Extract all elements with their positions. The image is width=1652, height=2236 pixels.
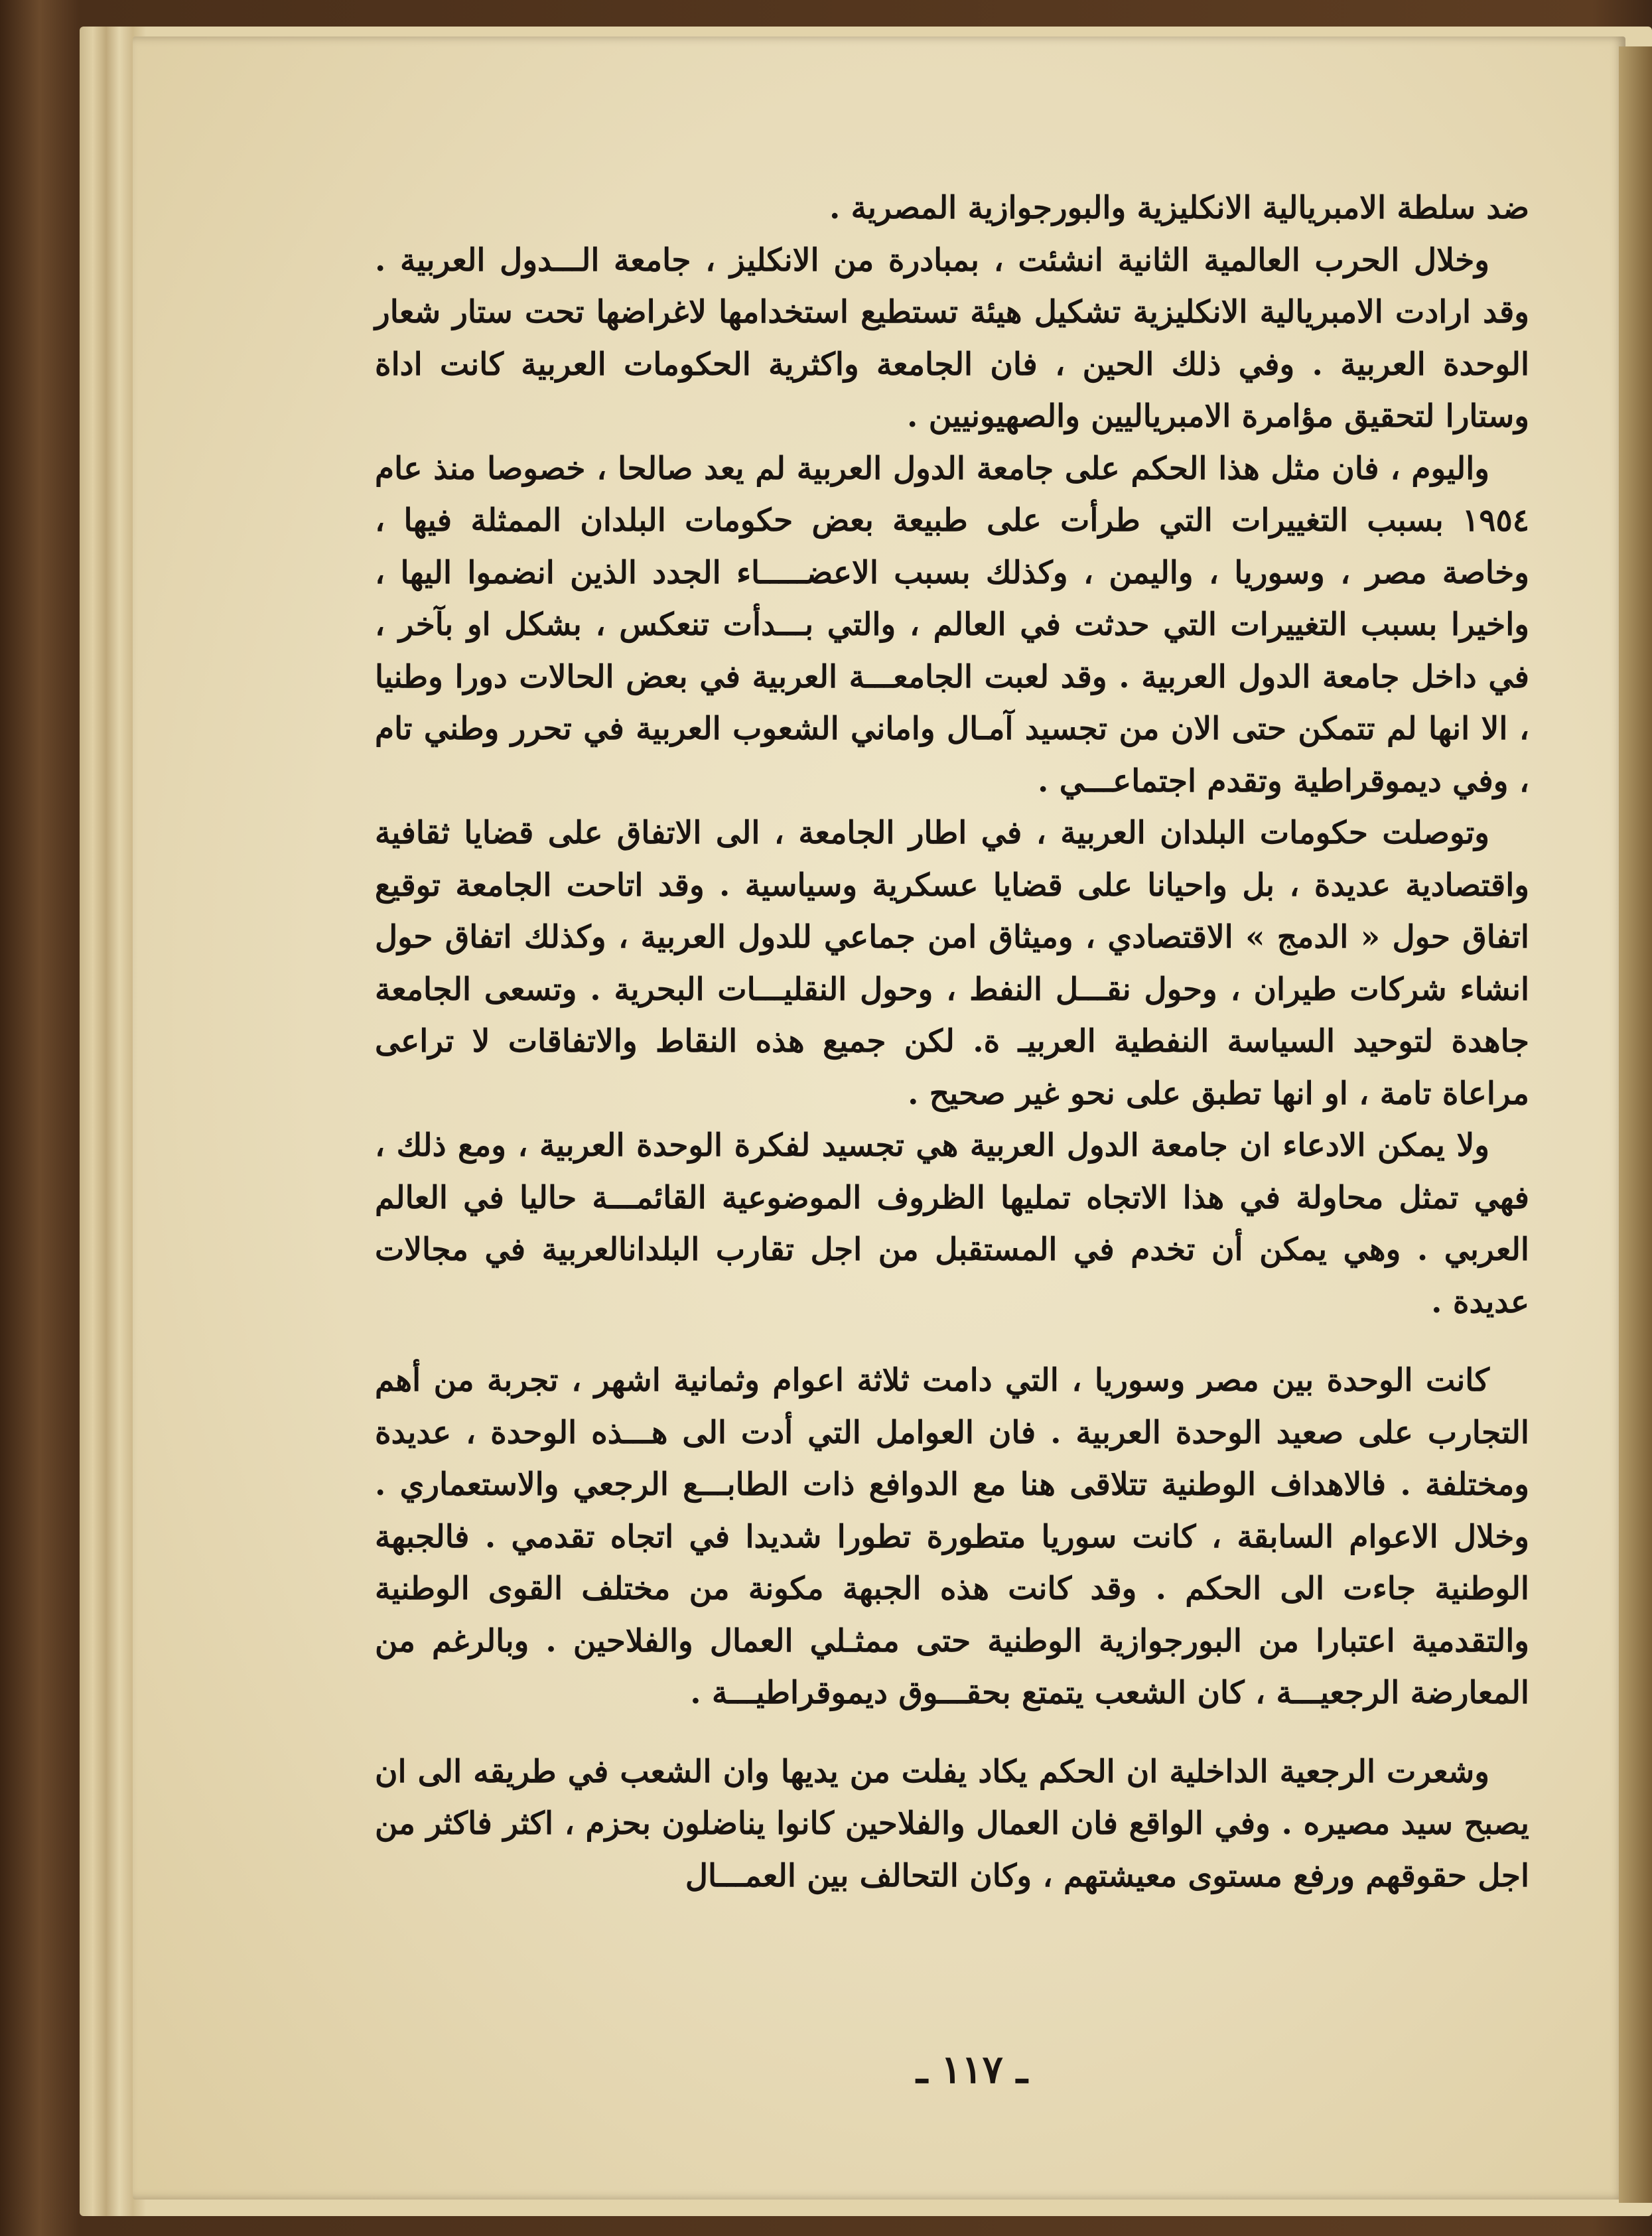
paragraph-4: وتوصلت حكومات البلدان العربية ، في اطار الجامعة ، الى الاتفاق على قضايا ثقافية واقتصادية عديدة ، بل واحيانا على قضايا عسكرية وسياسية . وقد اتاحت الجامعة توقيع اتفاق حول « الدمج » الاقتصادي ، وميثاق امن جماعي للدول العربية ، وكذلك اتفاق حول انشاء شركات طيران ، وحول نقـــل النفط ، وحول النقليـــات البحرية . وتسعى الجامعة جاهدة لتوحيد السياسة النفطية العربيـ ة. لكن جميع هذه النقاط والاتفاقات لا تراعى مراعاة تامة ، او انها تطبق على نحو غير صحيح . (375, 815, 1529, 1112)
paragraph-3: واليوم ، فان مثل هذا الحكم على جامعة الدول العربية لم يعد صالحا ، خصوصا منذ عام ١٩٥٤ بسبب التغييرات التي طرأت على طبيعة بعض حكومات البلدان الممثلة فيها ، وخاصة مصر ، وسوريا ، واليمن ، وكذلك بسبب الاعضـــــاء الجدد الذين انضموا اليها ، واخيرا بسبب التغييرات التي حدثت في العالم ، والتي بـــدأت تنعكس ، بشكل او بآخر ، في داخل جامعة الدول العربية . وقد لعبت الجامعـــة العربية في بعض الحالات دورا وطنيا ، الا انها لم تتمكن حتى الان من تجسيد آمـال واماني الشعوب العربية في تحرر وطني تام ، وفي ديموقراطية وتقدم اجتماعـــي . (375, 450, 1529, 800)
page-number: ـ ١١٧ ـ (916, 2047, 1028, 2092)
page-body-text (375, 182, 1529, 2027)
paragraph-7: وشعرت الرجعية الداخلية ان الحكم يكاد يفلت من يديها وان الشعب في طريقه الى ان يصبح سيد مصيره . وفي الواقع فان العمال والفلاحين كانوا يناضلون بحزم ، اكثر فاكثر من اجل حقوقهم ورفع مستوى معيشتهم ، وكان التحالف بين العمـــال (375, 1753, 1529, 1894)
paragraph-2: وخلال الحرب العالمية الثانية انشئت ، بمبادرة من الانكليز ، جامعة الـــدول العربية . وقد ارادت الامبريالية الانكليزية تشكيل هيئة تستطيع استخدامها لاغراضها تحت ستار شعار الوحدة العربية . وفي ذلك الحين ، فان الجامعة واكثرية الحكومات العربية كانت اداة وستارا لتحقيق مؤامرة الامبرياليين والصهيونيين . (375, 242, 1529, 435)
paragraph-5: ولا يمكن الادعاء ان جامعة الدول العربية هي تجسيد لفكرة الوحدة العربية ، ومع ذلك ، فهي تمثل محاولة في هذا الاتجاه تمليها الظروف الموضوعية القائمـــة حاليا في العالم العربي . وهي يمكن أن تخدم في المستقبل من اجل تقارب البلدانالعربية في مجالات عديدة . (375, 1127, 1529, 1320)
book-right-edge (1619, 46, 1652, 2203)
paragraph-6: كانت الوحدة بين مصر وسوريا ، التي دامت ثلاثة اعوام وثمانية اشهر ، تجربة من أهم التجارب على صعيد الوحدة العربية . فان العوامل التي أدت الى هـــذه الوحدة ، عديدة ومختلفة . فالاهداف الوطنية تتلاقى هنا مع الدوافع ذات الطابـــع الرجعي والاستعماري . وخلال الاعوام السابقة ، كانت سوريا متطورة تطورا شديدا في اتجاه تقدمي . فالجبهة الوطنية جاءت الى الحكم . وقد كانت هذه الجبهة مكونة من مختلف القوى الوطنية والتقدمية اعتبارا من البورجوازية الوطنية حتى ممثـلي العمال والفلاحين . وبالرغم من المعارضة الرجعيـــة ، كان الشعب يتمتع بحقـــوق ديموقراطيـــة . (375, 1362, 1529, 1711)
paragraph-1: ضد سلطة الامبريالية الانكليزية والبورجوازية المصرية . (829, 190, 1529, 226)
